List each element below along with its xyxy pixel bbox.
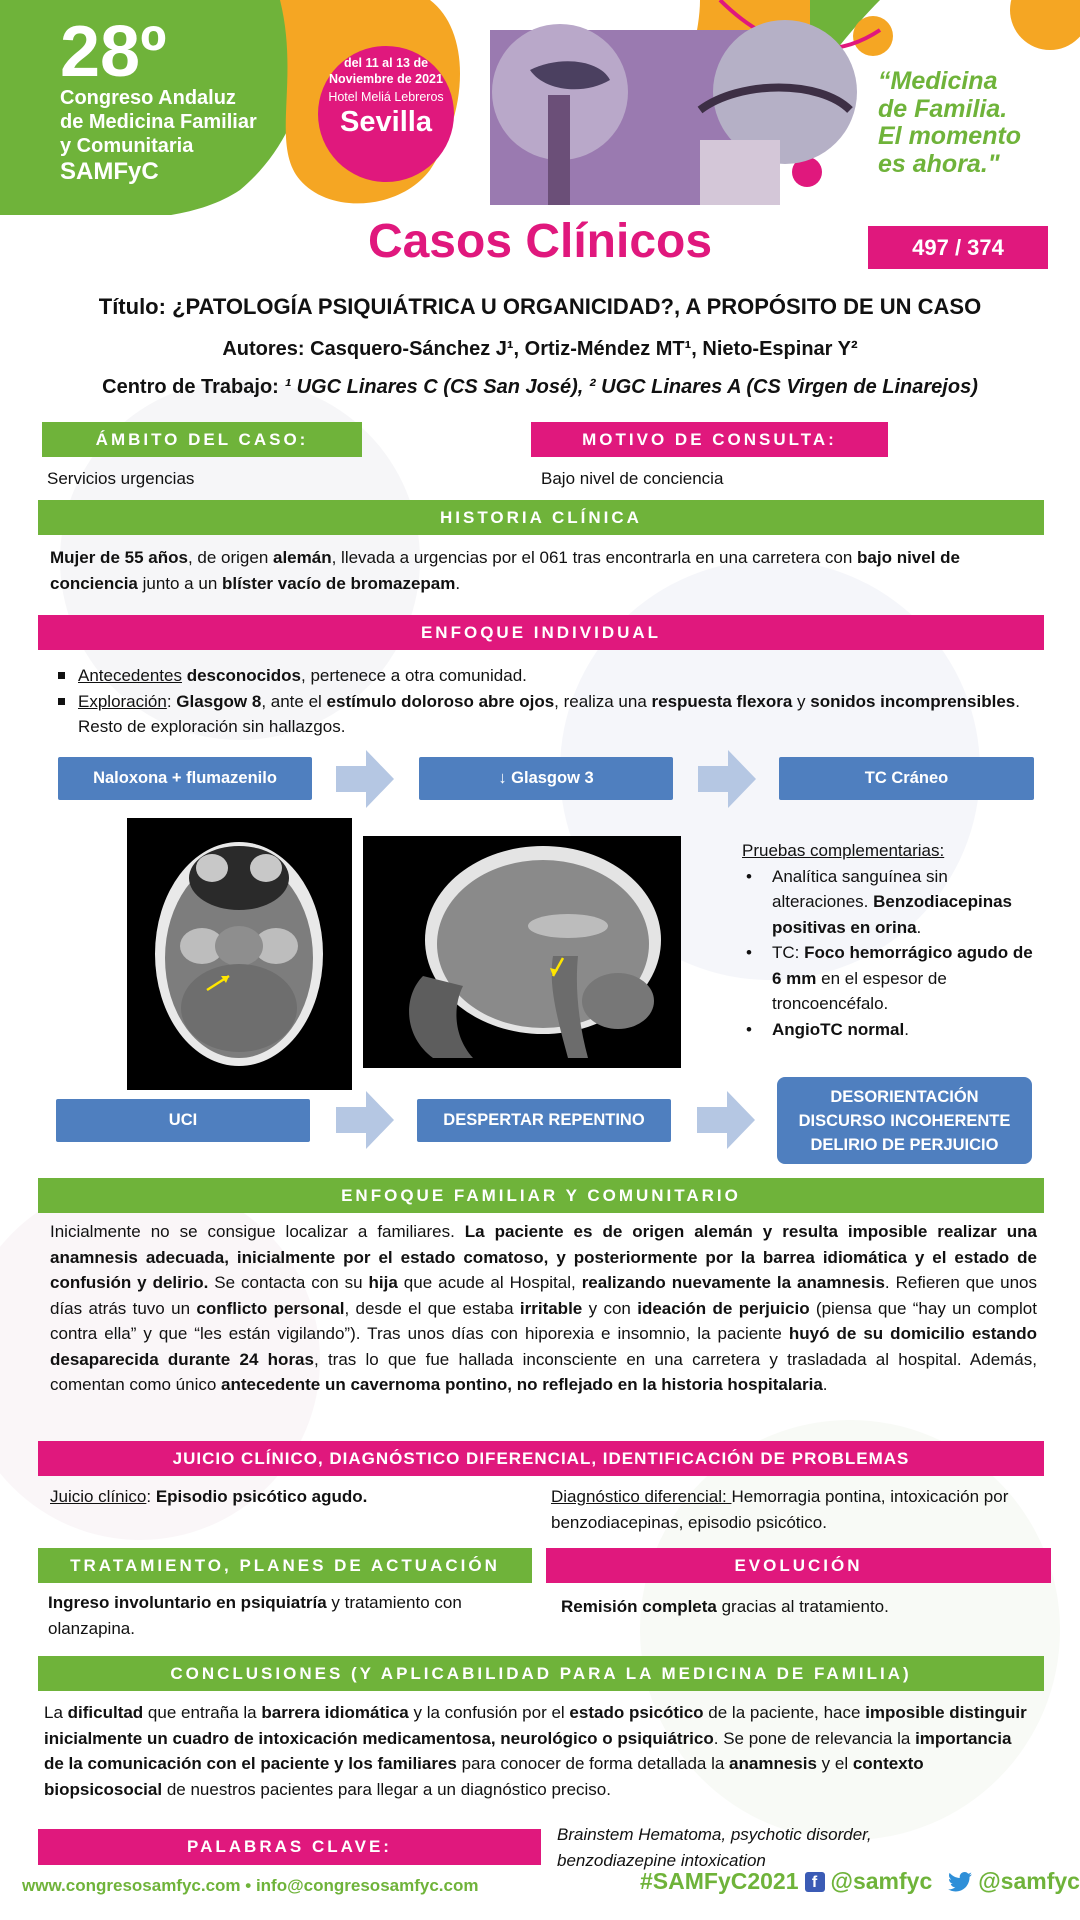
evolucion-text: Remisión completa gracias al tratamiento. [561, 1597, 889, 1616]
arrow-right-icon [698, 750, 756, 808]
tratamiento-text: Ingreso involuntario en psiquiatría y tratamiento con olanzapina. [48, 1593, 462, 1638]
flow-desorientacion: DESORIENTACIÓN DISCURSO INCOHERENTE DELIRIO DE PERJUICIO [777, 1077, 1032, 1164]
evolucion-heading: EVOLUCIÓN [546, 1548, 1051, 1583]
arrow-right-icon [336, 1091, 394, 1149]
twitter-handle[interactable]: @samfyc [978, 1868, 1080, 1894]
keywords-text: Brainstem Hematoma, psychotic disorder, benzodiazepine intoxication [557, 1825, 872, 1870]
flow-tc-craneo: TC Cráneo [779, 757, 1034, 800]
ambito-text: Servicios urgencias [47, 469, 195, 488]
footer-social [640, 1868, 1080, 1895]
diagnostico-diferencial: Diagnóstico diferencial: Hemorragia pontina, intoxicación por benzodiacepinas, episodio psicótico. [551, 1487, 1009, 1532]
arrow-right-icon [697, 1091, 755, 1149]
case-number-badge: 497 / 374 [868, 226, 1048, 269]
enfoque-individual-list [50, 663, 1030, 740]
list-item: Exploración: Glasgow 8, ante el estímulo doloroso abre ojos, realiza una respuesta flexora y sonidos incomprensibles. Resto de exploración sin hallazgos. [50, 689, 1030, 740]
pruebas-heading: Pruebas complementarias: [742, 841, 945, 860]
footer-contact[interactable]: www.congresosamfyc.com • info@congresosamfyc.com [22, 1876, 479, 1895]
conclusiones-heading: CONCLUSIONES (Y APLICABILIDAD PARA LA MEDICINA DE FAMILIA) [38, 1656, 1044, 1691]
list-item: • TC: Foco hemorrágico agudo de 6 mm en el espesor de troncoencéfalo. [742, 940, 1042, 1017]
congress-name: Congreso Andaluz de Medicina Familiar y Comunitaria SAMFyC [60, 86, 290, 187]
tratamiento-heading: TRATAMIENTO, PLANES DE ACTUACIÓN [38, 1548, 532, 1583]
flow-glasgow: ↓ Glasgow 3 [419, 757, 673, 800]
historia-heading: HISTORIA CLÍNICA [38, 500, 1044, 535]
hashtag: #SAMFyC2021 [640, 1868, 799, 1894]
flow-naloxona: Naloxona + flumazenilo [58, 757, 312, 800]
list-item: • AngioTC normal. [742, 1017, 1042, 1043]
motivo-heading: MOTIVO DE CONSULTA: [531, 422, 888, 457]
juicio-heading: JUICIO CLÍNICO, DIAGNÓSTICO DIFERENCIAL, IDENTIFICACIÓN DE PROBLEMAS [38, 1441, 1044, 1476]
congress-number: 28º [60, 12, 167, 92]
familiar-heading: ENFOQUE FAMILIAR Y COMUNITARIO [38, 1178, 1044, 1213]
ambito-heading: ÁMBITO DEL CASO: [42, 422, 362, 457]
keywords-heading: PALABRAS CLAVE: [38, 1829, 541, 1865]
flow-despertar: DESPERTAR REPENTINO [417, 1099, 671, 1142]
motivo-text: Bajo nivel de conciencia [541, 469, 724, 488]
familiar-text: Inicialmente no se consigue localizar a familiares. La paciente es de origen alemán y resulta imposible realizar una anamnesis adecuada, inicialmente por el estado comatoso, y posteriormente por la barrea idiomática y el estado de confusión y delirio. Se contacta con su hija que acude al Hospital, realizando nuevamente la anamnesis. Refieren que unos días atrás tuvo un conflicto personal, desde el que estaba irritable y con ideación de perjuicio (piensa que “hay un complot contra ella” y que “les están vigilando”). Tras unos días con hiporexia e insomnio, la paciente huyó de su domicilio estando desaparecida durante 24 horas, tras lo que fue hallada inconsciente en una carretera y trasladada al hospital. Además, comentan como único antecedente un cavernoma pontino, no reflejado en la historia hospitalaria. [50, 1222, 1038, 1394]
workplace: Centro de Trabajo: ¹ UGC Linares C (CS San José), ² UGC Linares A (CS Virgen de Linarejos) [102, 376, 978, 398]
date-badge: del 11 al 13 de Noviembre de 2021 Hotel Meliá Lebreros Sevilla [318, 46, 454, 182]
historia-text: Mujer de 55 años, de origen alemán, llevada a urgencias por el 061 tras encontrarla en una carretera con bajo nivel de conciencia junto a un blíster vacío de bromazepam. [50, 548, 961, 593]
facebook-handle[interactable]: @samfyc [830, 1868, 933, 1894]
list-item: • Analítica sanguínea sin alteraciones. Benzodiacepinas positivas en orina. [742, 864, 1042, 941]
org-name: SAMFyC [60, 158, 159, 185]
flow-uci: UCI [56, 1099, 310, 1142]
case-title: Título: ¿PATOLOGÍA PSIQUIÁTRICA U ORGANICIDAD?, A PROPÓSITO DE UN CASO [98, 294, 982, 319]
authors: Autores: Casquero-Sánchez J¹, Ortiz-Méndez MT¹, Nieto-Espinar Y² [222, 338, 858, 360]
twitter-icon [948, 1872, 972, 1892]
facebook-icon: f [805, 1872, 825, 1892]
ct-sagittal-image [363, 836, 681, 1068]
list-item: Antecedentes desconocidos, pertenece a otra comunidad. [50, 663, 1030, 689]
section-title: Casos Clínicos [367, 215, 713, 268]
conclusiones-text: La dificultad que entraña la barrera idiomática y la confusión por el estado psicótico de la paciente, hace imposible distinguir inicialmente un cuadro de intoxicación medicamentosa, neurológico o psiquiátrico. Se pone de relevancia la importancia de la comunicación con el paciente y los familiares para conocer de forma detallada la anamnesis y el contexto biopsicosocial de nuestros pacientes para llegar a un diagnóstico preciso. [44, 1703, 1027, 1799]
pruebas-section [742, 838, 1042, 1042]
enfoque-individual-heading: ENFOQUE INDIVIDUAL [38, 615, 1044, 650]
arrow-right-icon [336, 750, 394, 808]
ct-axial-image [127, 818, 352, 1090]
juicio-clinico: Juicio clínico: Episodio psicótico agudo. [50, 1487, 368, 1506]
slogan: “Medicina de Familia. El momento es ahora." [878, 67, 1022, 178]
